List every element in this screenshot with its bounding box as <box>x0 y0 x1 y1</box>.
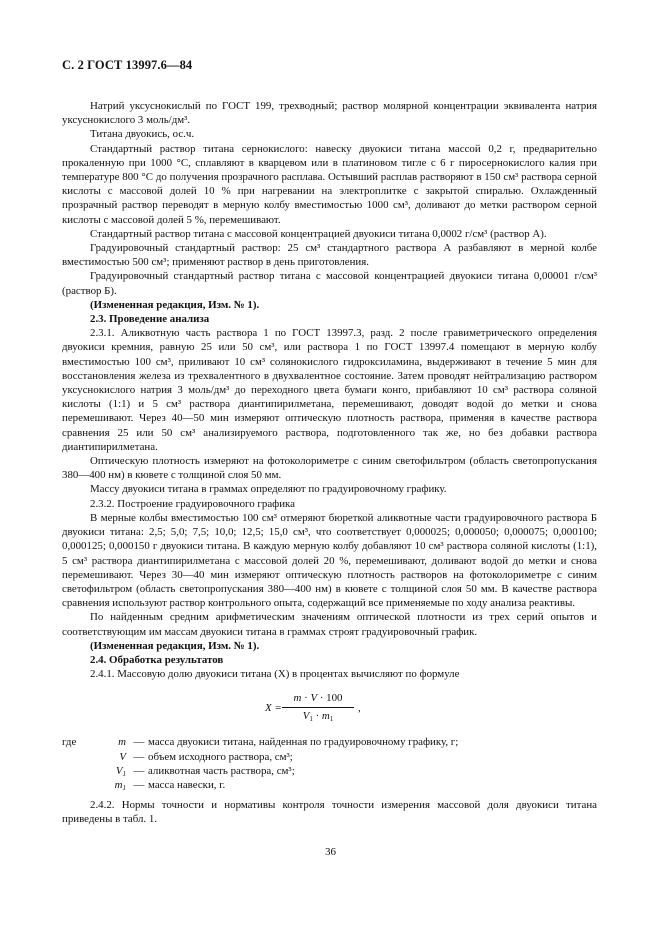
paragraph-mass-determination: Массу двуокиси титана в граммах определяют по градуировочному графику. <box>90 483 447 496</box>
paragraph-standard-solution-sulfate: Стандартный раствор титана сернокислого: навеску двуокиси титана массой 0,2 г, предварительно прокаленную при 1000 °С, сплавляют в кварцевом или в платиновом тигле с 6 г пиросернокислого калия при температуре 800 °С до получения прозрачного расплава. Остывший расплав растворяют в 150 см³ раствора серной кислоты с массовой долей 10 % при нагревании на электроплитке с закрытой спиралью. Охлажденный прозрачный раствор переводят в мерную колбу вместимостью 1000 см³, доливают до метки раствором серной кислоты с массовой долей 5 %, перемешивают. <box>62 142 597 226</box>
legend-row <box>62 750 597 764</box>
legend-prefix: где <box>62 736 77 749</box>
legend-symbol: m <box>118 736 126 749</box>
legend-dash: — <box>133 778 145 791</box>
amendment-note-1: (Измененная редакция, Изм. № 1). <box>90 298 260 311</box>
legend-dash: — <box>133 764 145 777</box>
legend-symbol: $m_1$ <box>114 778 126 792</box>
document-page <box>62 58 597 827</box>
formula-numerator: m · V · 100 <box>282 691 354 707</box>
paragraph-sodium-acetate: Натрий уксуснокислый по ГОСТ 199, трехводный; раствор молярной концентрации эквивалента натрия уксуснокислого 3 моль/дм³. <box>62 100 597 127</box>
legend-symbol: $V_1$ <box>115 764 126 778</box>
amendment-note-2: (Измененная редакция, Изм. № 1). <box>90 639 260 652</box>
paragraph-titanium-dioxide: Титана двуокись, ос.ч. <box>90 128 195 141</box>
section-heading-2-4: 2.4. Обработка результатов <box>90 653 224 666</box>
page-number: 36 <box>325 846 336 858</box>
legend-prefix <box>62 764 94 778</box>
formula-legend <box>62 735 597 792</box>
legend-prefix <box>62 750 94 764</box>
legend-row <box>62 778 597 792</box>
formula-fraction <box>282 691 354 722</box>
mass-fraction-formula <box>62 691 597 725</box>
paragraph-calibration-procedure: В мерные колбы вместимостью 100 см³ отмеряют бюреткой аликвотные части градуировочного раствора Б двуокиси титана: 2,5; 5,0; 7,5; 10,0; 12,5; 15,0 см³, что соответствует 0,000025; 0,000050; 0,000075; 0,000100; 0,000125; 0,000150 г двуокиси титана. В каждую мерную колбу добавляют 10 см³ раствора соляной кислоты (1:1), 5 см³ раствора диантипирилметана с массовой долей 20 %, перемешивают, доливают водой до метки и снова перемешивают. Через 30—40 мин измеряют оптическую плотность растворов на фотоколориметре с синим светофильтром (область светопропускания 380—400 нм) в кювете с толщиной слоя 50 мм. В качестве раствора сравнения используют раствор контрольного опыта, содержащий все применяемые по ходу анализа реактивы. <box>62 511 597 610</box>
page-header: С. 2 ГОСТ 13997.6—84 <box>62 58 193 72</box>
legend-text: объем исходного раствора, см³; <box>148 750 293 763</box>
section-heading-2-3: 2.3. Проведение анализа <box>90 313 210 326</box>
paragraph-2-3-1: 2.3.1. Аликвотную часть раствора 1 по ГОСТ 13997.3, разд. 2 после гравиметрического определения двуокиси кремния, равную 25 или 50 см³, или раствора 1 по ГОСТ 13997.4 помещают в мерную колбу вместимостью 100 см³, приливают 10 см³ солянокислого гидроксиламина, выдерживают в течение 5 мин для восстановления железа из трехвалентного в двухвалентное состояние. Затем проводят нейтрализацию раствором уксуснокислого натрия 3 моль/дм³ до переходного цвета бумаги конго, прибавляют 10 см³ раствора соляной кислоты (1:1) и 5 см³ раствора диантипирилметана, перемешивают, доводят водой до метки и снова перемешивают. Через 40—50 мин измеряют оптическую плотность раствора, применяя в качестве раствора сравнения 25 или 50 см³ анализируемого раствора, подготовленного так же, но без добавки раствора диантипирилметана. <box>62 327 597 453</box>
legend-text: аликвотная часть раствора, см³; <box>148 764 295 777</box>
paragraph-calibration-graph: По найденным средним арифметическим значениям оптической плотности из трех серий опытов и соответствующим им массам двуокиси титана в граммах строят градуировочный график. <box>62 611 597 638</box>
legend-text: масса навески, г. <box>148 778 226 791</box>
paragraph-solution-b: Градуировочный стандартный раствор титана с массовой концентрацией двуокиси титана 0,00001 г/см³ (раствор Б). <box>62 270 597 297</box>
formula-comma: , <box>358 702 361 715</box>
paragraph-2-4-2: 2.4.2. Нормы точности и нормативы контроля точности измерения массовой доля двуокиси титана приведены в табл. 1. <box>62 799 597 826</box>
legend-prefix <box>62 778 94 792</box>
document-body <box>62 99 597 827</box>
section-heading-2-3-2: 2.3.2. Построение градуировочного графика <box>90 497 295 510</box>
paragraph-solution-a: Стандартный раствор титана с массовой концентрацией двуокиси титана 0,0002 г/см³ (раствор А). <box>90 227 547 240</box>
paragraph-optical-density: Оптическую плотность измеряют на фотоколориметре с синим светофильтром (область светопропускания 380—400 нм) в кювете с толщиной слоя 50 мм. <box>62 455 597 482</box>
legend-row <box>62 764 597 778</box>
legend-text: масса двуокиси титана, найденная по градуировочному графику, г; <box>148 736 459 749</box>
paragraph-calibration-solution: Градуировочный стандартный раствор: 25 см³ стандартного раствора А разбавляют в мерной колбе вместимостью 500 см³; применяют раствор в день приготовления. <box>62 242 597 269</box>
legend-symbol: V <box>119 750 126 763</box>
legend-dash: — <box>133 750 145 763</box>
formula-lhs: X = <box>265 702 282 715</box>
formula-denominator: $V_1 \cdot m_1$ <box>302 709 334 723</box>
paragraph-2-4-1: 2.4.1. Массовую долю двуокиси титана (X) в процентах вычисляют по формуле <box>90 668 460 681</box>
legend-row <box>62 735 597 749</box>
legend-dash: — <box>133 736 145 749</box>
